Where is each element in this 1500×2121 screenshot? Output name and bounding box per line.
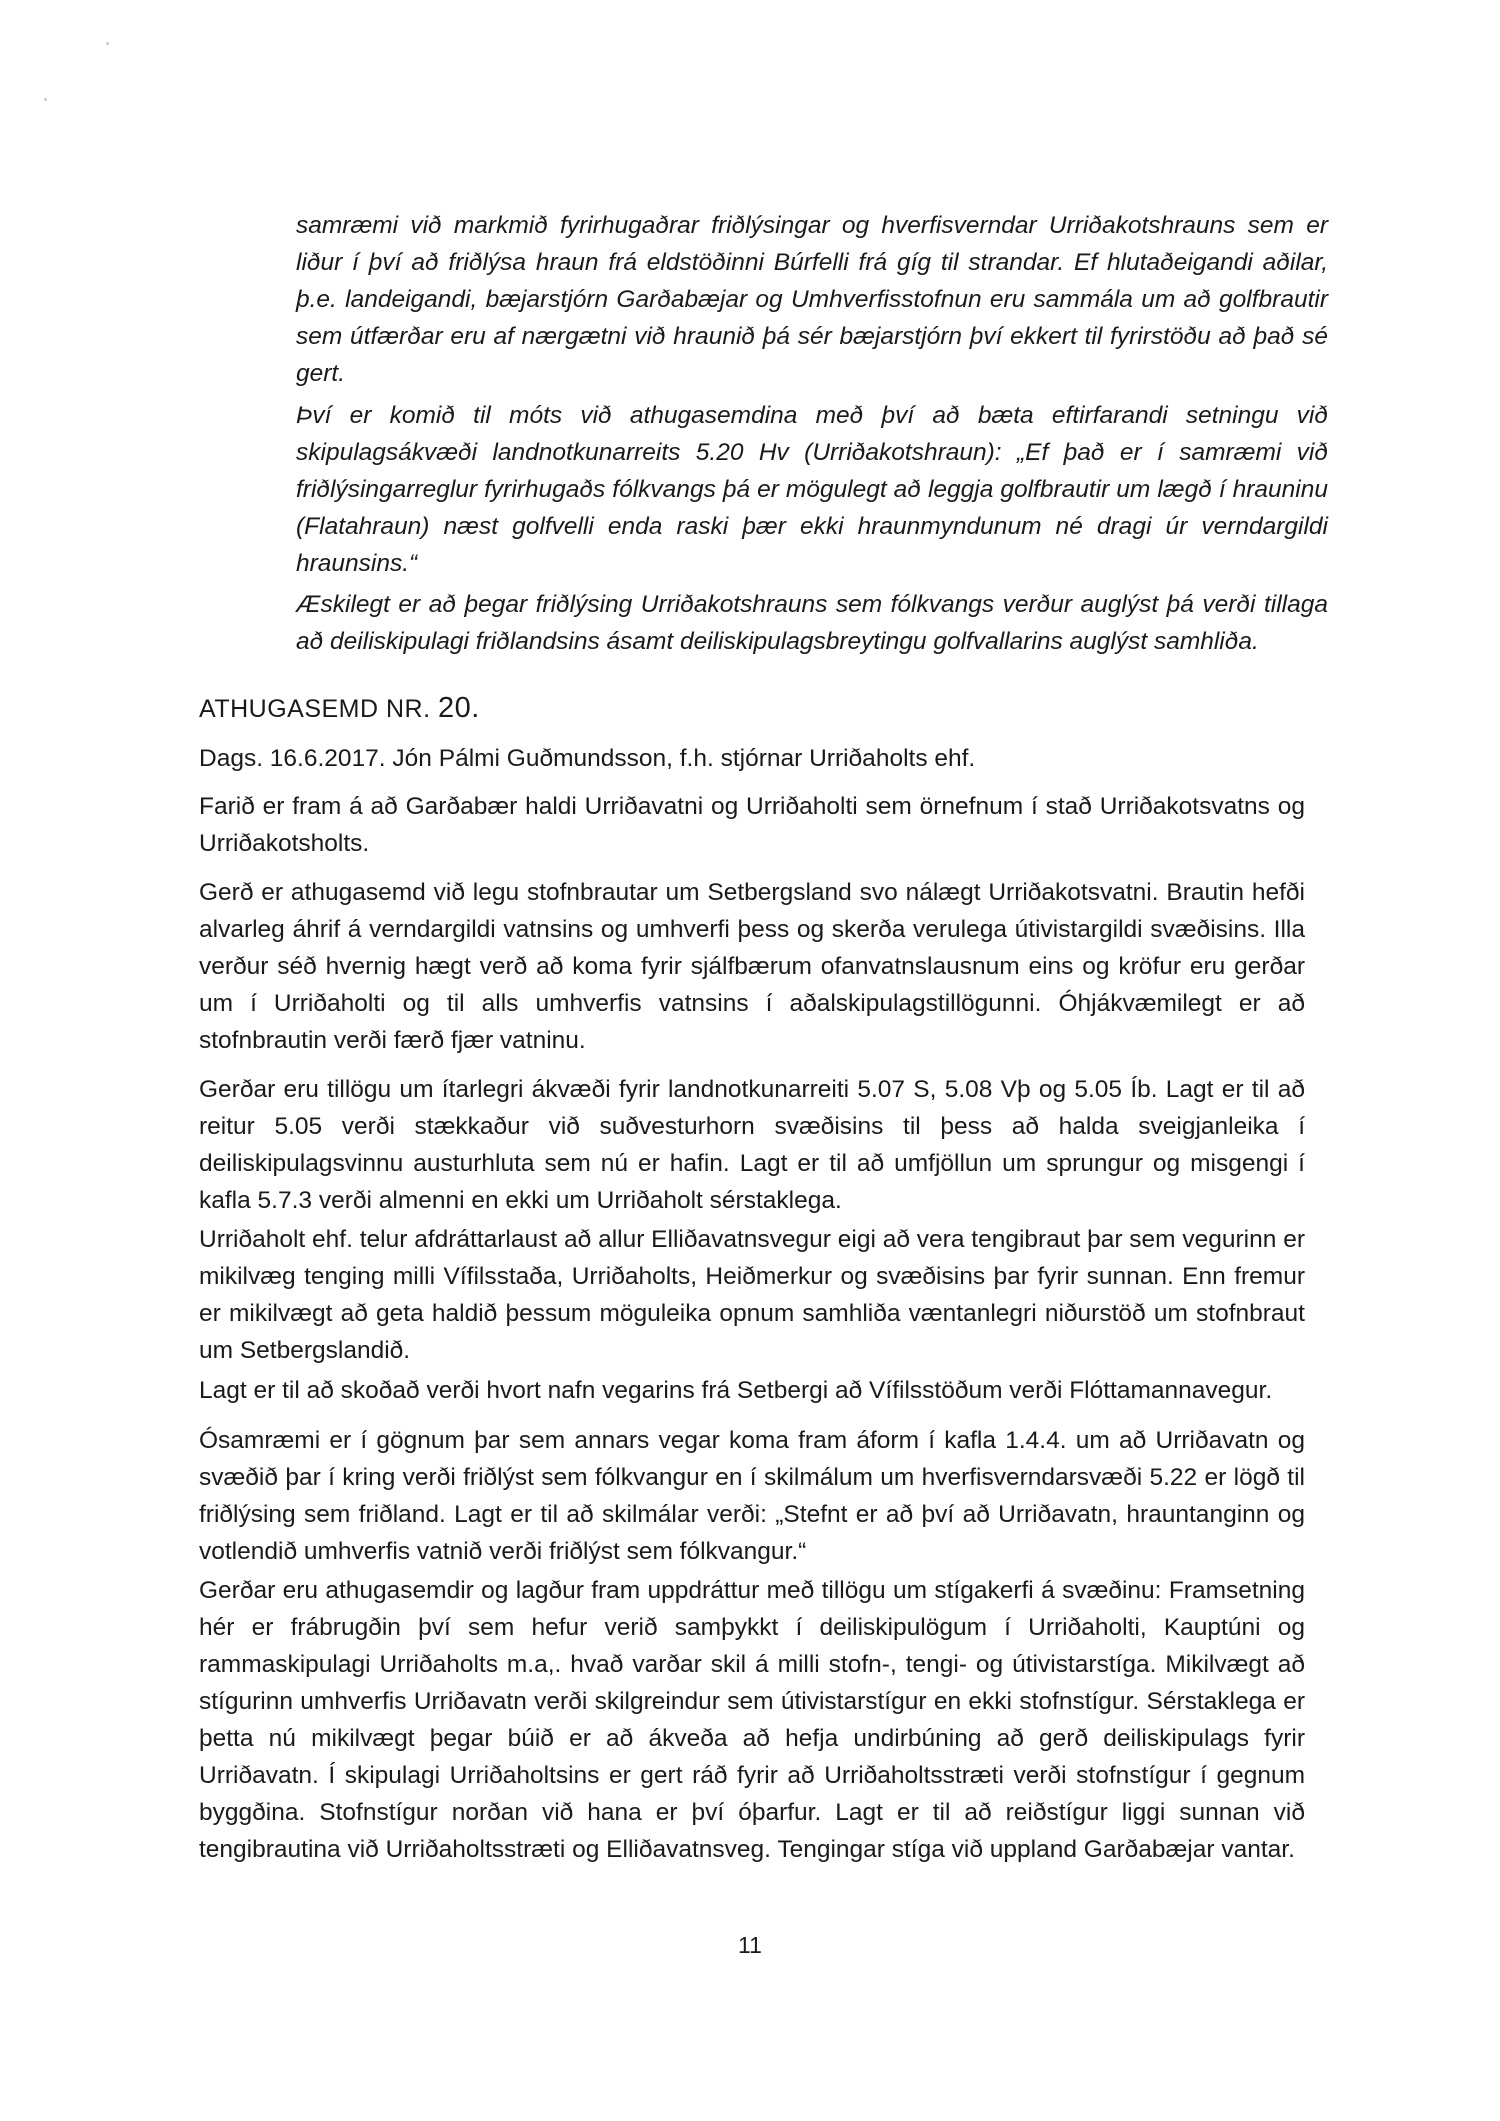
body-paragraph: Gerð er athugasemd við legu stofnbrautar um Setbergsland svo nálægt Urriðakotsvatni. Brautin hefði alvarleg áhrif á verndargildi vatnsins og umhverfi þess og skerða verulega útivistargildi svæðisins. Illa verður séð hvernig hægt verð að koma fyrir sjálfbærum ofanvatnslausnum eins og kröfur eru gerðar um í Urriðaholti og til alls umhverfis vatnsins í aðalskipulagstillögunni. Óhjákvæmilegt er að stofnbrautin verði færð fjær vatninu.: [199, 879, 1305, 1054]
italic-paragraph: Því er komið til móts við athugasemdina með því að bæta eftirfarandi setningu við skipulagsákvæði landnotkunarreits 5.20 Hv (Urriðakotshraun): „Ef það er í samræmi við friðlýsingarreglur fyrirhugaðs fólkvangs þá er mögulegt að leggja golfbrautir um lægð í hrauninu (Flatahraun) næst golfvelli enda raski þær ekki hraunmyndunum né dragi úr verndargildi hraunsins.“: [296, 402, 1328, 577]
date-line: Dags. 16.6.2017. Jón Pálmi Guðmundsson, f.h. stjórnar Urriðaholts ehf.: [199, 745, 976, 772]
scan-speck: [44, 98, 47, 101]
italic-paragraph: Æskilegt er að þegar friðlýsing Urriðakotshrauns sem fólkvangs verður auglýst þá verði tillaga að deiliskipulagi friðlandsins ásamt deiliskipulagsbreytingu golfvallarins auglýst samhliða.: [296, 591, 1328, 655]
body-paragraph: Farið er fram á að Garðabær haldi Urriðavatni og Urriðaholti sem örnefnum í stað Urriðakotsvatns og Urriðakotsholts.: [199, 793, 1305, 857]
body-paragraph: Gerðar eru tillögu um ítarlegri ákvæði fyrir landnotkunarreiti 5.07 S, 5.08 Vþ og 5.05 Íb. Lagt er til að reitur 5.05 verði stækkaður við suðvesturhorn svæðisins til þess að halda sveigjanleika í deiliskipulagsvinnu austurhluta sem nú er hafin. Lagt er til að umfjöllun um sprungur og misgengi í kafla 5.7.3 verði almenni en ekki um Urriðaholt sérstaklega.: [199, 1076, 1305, 1214]
scan-speck: [106, 42, 109, 45]
body-paragraph: Lagt er til að skoðað verði hvort nafn vegarins frá Setbergi að Vífilsstöðum verði Flóttamannavegur.: [199, 1377, 1273, 1404]
body-paragraph: Gerðar eru athugasemdir og lagður fram uppdráttur með tillögu um stígakerfi á svæðinu: Framsetning hér er frábrugðin því sem hefur verið samþykkt í deiliskipulögum í Urriðaholti, Kauptúni og rammaskipulagi Urriðaholts m.a,. hvað varðar skil á milli stofn-, tengi- og útivistarstíga. Mikilvægt að stígurinn umhverfis Urriðavatn verði skilgreindur sem útivistarstígur en ekki stofnstígur. Sérstaklega er þetta nú mikilvægt þegar búið er að ákveða að hefja undirbúning að gerð deiliskipulags fyrir Urriðavatn. Í skipulagi Urriðaholtsins er gert ráð fyrir að Urriðaholtsstræti verði stofnstígur í gegnum byggðina. Stofnstígur norðan við hana er því óþarfur. Lagt er til að reiðstígur liggi sunnan við tengibrautina við Urriðaholtsstræti og Elliðavatnsveg. Tengingar stíga við uppland Garðabæjar vantar.: [199, 1577, 1305, 1863]
heading-number: 20.: [438, 692, 480, 724]
heading-label: ATHUGASEMD NR.: [199, 695, 431, 723]
body-paragraph: Ósamræmi er í gögnum þar sem annars vegar koma fram áform í kafla 1.4.4. um að Urriðavatn og svæðið þar í kring verði friðlýst sem fólkvangur en í skilmálum um hverfisverndarsvæði 5.22 er lögð til friðlýsing sem friðland. Lagt er til að skilmálar verði: „Stefnt er að því að Urriðavatn, hrauntanginn og votlendið umhverfis vatnið verði friðlýst sem fólkvangur.“: [199, 1427, 1305, 1565]
page-number: 11: [738, 1932, 762, 1958]
section-heading: [199, 692, 480, 725]
italic-paragraph: samræmi við markmið fyrirhugaðrar friðlýsingar og hverfisverndar Urriðakotshrauns sem er liður í því að friðlýsa hraun frá eldstöðinni Búrfelli frá gíg til strandar. Ef hlutaðeigandi aðilar, þ.e. landeigandi, bæjarstjórn Garðabæjar og Umhverfisstofnun eru sammála um að golfbrautir sem útfærðar eru af nærgætni við hraunið þá sér bæjarstjórn því ekkert til fyrirstöðu að það sé gert.: [296, 212, 1328, 387]
body-paragraph: Urriðaholt ehf. telur afdráttarlaust að allur Elliðavatnsvegur eigi að vera tengibraut þar sem vegurinn er mikilvæg tenging milli Vífilsstaða, Urriðaholts, Heiðmerkur og svæðisins þar fyrir sunnan. Enn fremur er mikilvægt að geta haldið þessum möguleika opnum samhliða væntanlegri niðurstöð um stofnbraut um Setbergslandið.: [199, 1226, 1305, 1364]
